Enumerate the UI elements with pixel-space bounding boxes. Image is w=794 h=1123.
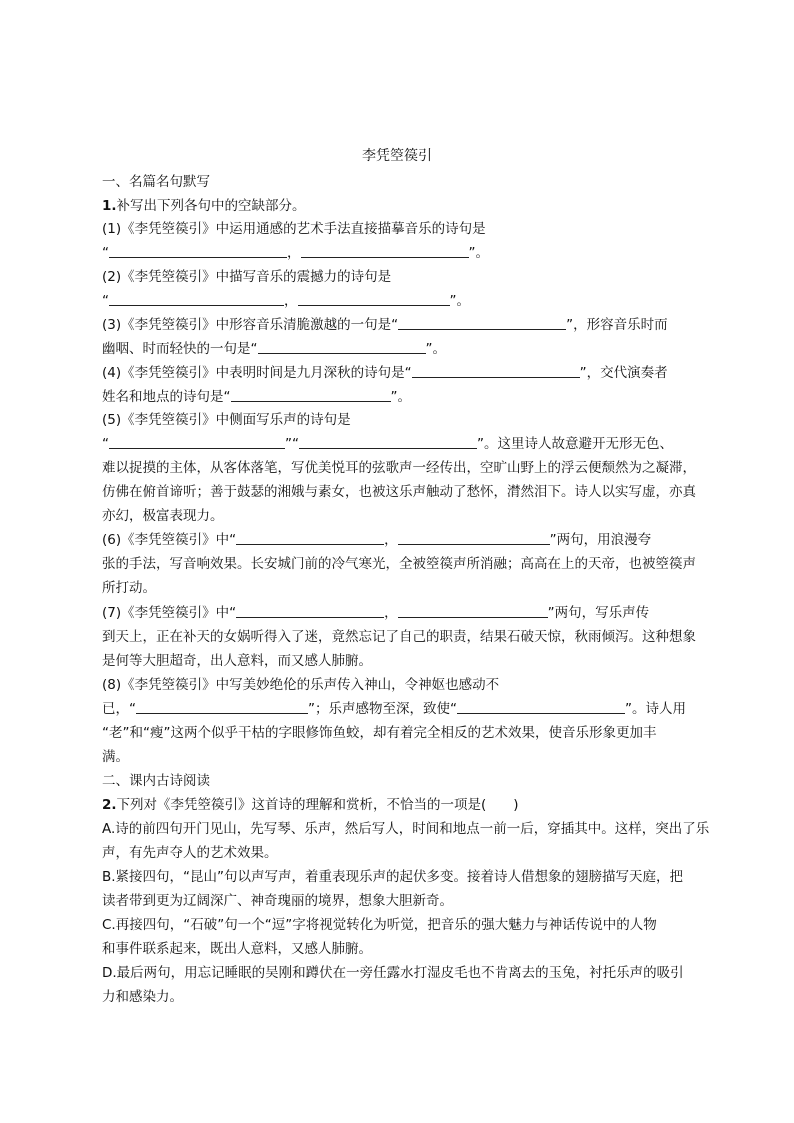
item-8-line-2: 已，“ ”；乐声感物至深，致使“ ”。诗人用 [102,701,686,717]
answer-blank[interactable] [457,699,625,714]
option-c-line-1[interactable]: C.再接四句，“石破”句一个“逗”字将视觉转化为听觉，把音乐的强大魅力与神话传说中的人物 [102,917,657,933]
question-1-number: 1. [102,198,117,214]
item-2-line-1: (2)《李凭箜篌引》中描写音乐的震撼力的诗句是 [102,269,392,285]
answer-blank[interactable] [236,603,384,618]
option-b-line-1[interactable]: B.紧接四句，“昆山”句以声写声，着重表现乐声的起伏多变。接着诗人借想象的翅膀描写天庭，把 [102,869,684,885]
question-2-prompt [102,795,519,815]
question-1-prompt [102,196,306,216]
answer-blank[interactable] [412,363,580,378]
section-heading-poem-reading: 二、课内古诗阅读 [102,773,210,789]
option-c-line-2[interactable]: 和事件联系起来，既出人意料，又感人肺腑。 [102,941,372,957]
item-7-line-2: 到天上，正在补天的女娲听得入了迷，竟然忘记了自己的职责，结果石破天惊，秋雨倾泻。这种想象 [102,629,696,645]
item-8-line-3: “老”和“瘦”这两个似乎干枯的字眼修饰鱼蛟，却有着完全相反的艺术效果，使音乐形象更加丰 [102,725,657,741]
option-b-line-2[interactable]: 读者带到更为辽阔深广、神奇瑰丽的境界，想象大胆新奇。 [102,893,453,909]
question-2-number: 2. [102,797,117,813]
answer-blank[interactable] [109,291,284,306]
item-8-line-1: (8)《李凭箜篌引》中写美妙绝伦的乐声传入神山，令神妪也感动不 [102,677,500,693]
question-2-text: 下列对《李凭箜篌引》这首诗的理解和赏析，不恰当的一项是( ) [116,797,519,813]
item-3-line-1: (3)《李凭箜篌引》中形容音乐清脆激越的一句是“ ”，形容音乐时而 [102,317,668,333]
answer-blank[interactable] [231,387,391,402]
item-4-line-2: 姓名和地点的诗句是“ ”。 [102,389,411,405]
option-a-line-1[interactable]: A.诗的前四句开门见山，先写琴、乐声，然后写人，时间和地点一前一后，穿插其中。这样，突出了乐 [102,821,710,837]
item-5-line-3: 难以捉摸的主体，从客体落笔，写优美悦耳的弦歌声一经传出，空旷山野上的浮云便颓然为之凝滞， [102,460,696,476]
answer-blank[interactable] [258,339,426,354]
question-1-text: 补写出下列各句中的空缺部分。 [116,198,306,214]
answer-blank[interactable] [299,434,477,449]
item-1-line-2: “ ， ”。 [102,245,489,261]
item-2-line-2: “ ， ”。 [102,293,470,309]
item-6-line-3: 所打动。 [102,580,156,596]
answer-blank[interactable] [298,291,450,306]
item-5-line-5: 亦幻，极富表现力。 [102,508,224,524]
answer-blank[interactable] [109,434,285,449]
section-heading-recitation: 一、名篇名句默写 [102,174,210,190]
item-6-line-2: 张的手法，写音响效果。长安城门前的冷气寒光，全被箜篌声所消融；高高在上的天帝，也被箜篌声 [102,556,696,572]
item-5-line-4: 仿佛在俯首谛听；善于鼓瑟的湘娥与素女，也被这乐声触动了愁怀，潸然泪下。诗人以实写虚，亦真 [102,484,696,500]
item-3-line-2: 幽咽、时而轻快的一句是“ ”。 [102,341,446,357]
answer-blank[interactable] [398,315,566,330]
option-a-line-2[interactable]: 声，有先声夺人的艺术效果。 [102,845,278,861]
answer-blank[interactable] [109,243,287,258]
option-d-line-1[interactable]: D.最后两句，用忘记睡眠的吴刚和蹲伏在一旁任露水打湿皮毛也不肯离去的玉兔，衬托乐声的吸引 [102,965,684,981]
item-6-line-1: (6)《李凭箜篌引》中“ ， ”两句，用浪漫夸 [102,532,652,548]
item-8-line-4: 满。 [102,749,129,765]
answer-blank[interactable] [236,530,384,545]
item-4-line-1: (4)《李凭箜篌引》中表明时间是九月深秋的诗句是“ ”，交代演奏者 [102,365,668,381]
item-1-line-1: (1)《李凭箜篌引》中运用通感的艺术手法直接描摹音乐的诗句是 [102,221,486,237]
item-7-line-1: (7)《李凭箜篌引》中“ ， ”两句，写乐声传 [102,605,650,621]
item-5-line-1: (5)《李凭箜篌引》中侧面写乐声的诗句是 [102,412,351,428]
answer-blank[interactable] [301,243,469,258]
answer-blank[interactable] [398,603,548,618]
option-d-line-2[interactable]: 力和感染力。 [102,989,183,1005]
answer-blank[interactable] [136,699,308,714]
item-5-line-2: “ ”“ ”。这里诗人故意避开无形无色、 [102,436,673,452]
page-title: 李凭箜篌引 [362,148,432,164]
answer-blank[interactable] [398,530,550,545]
item-7-line-3: 是何等大胆超奇，出人意料，而又感人肺腑。 [102,653,372,669]
